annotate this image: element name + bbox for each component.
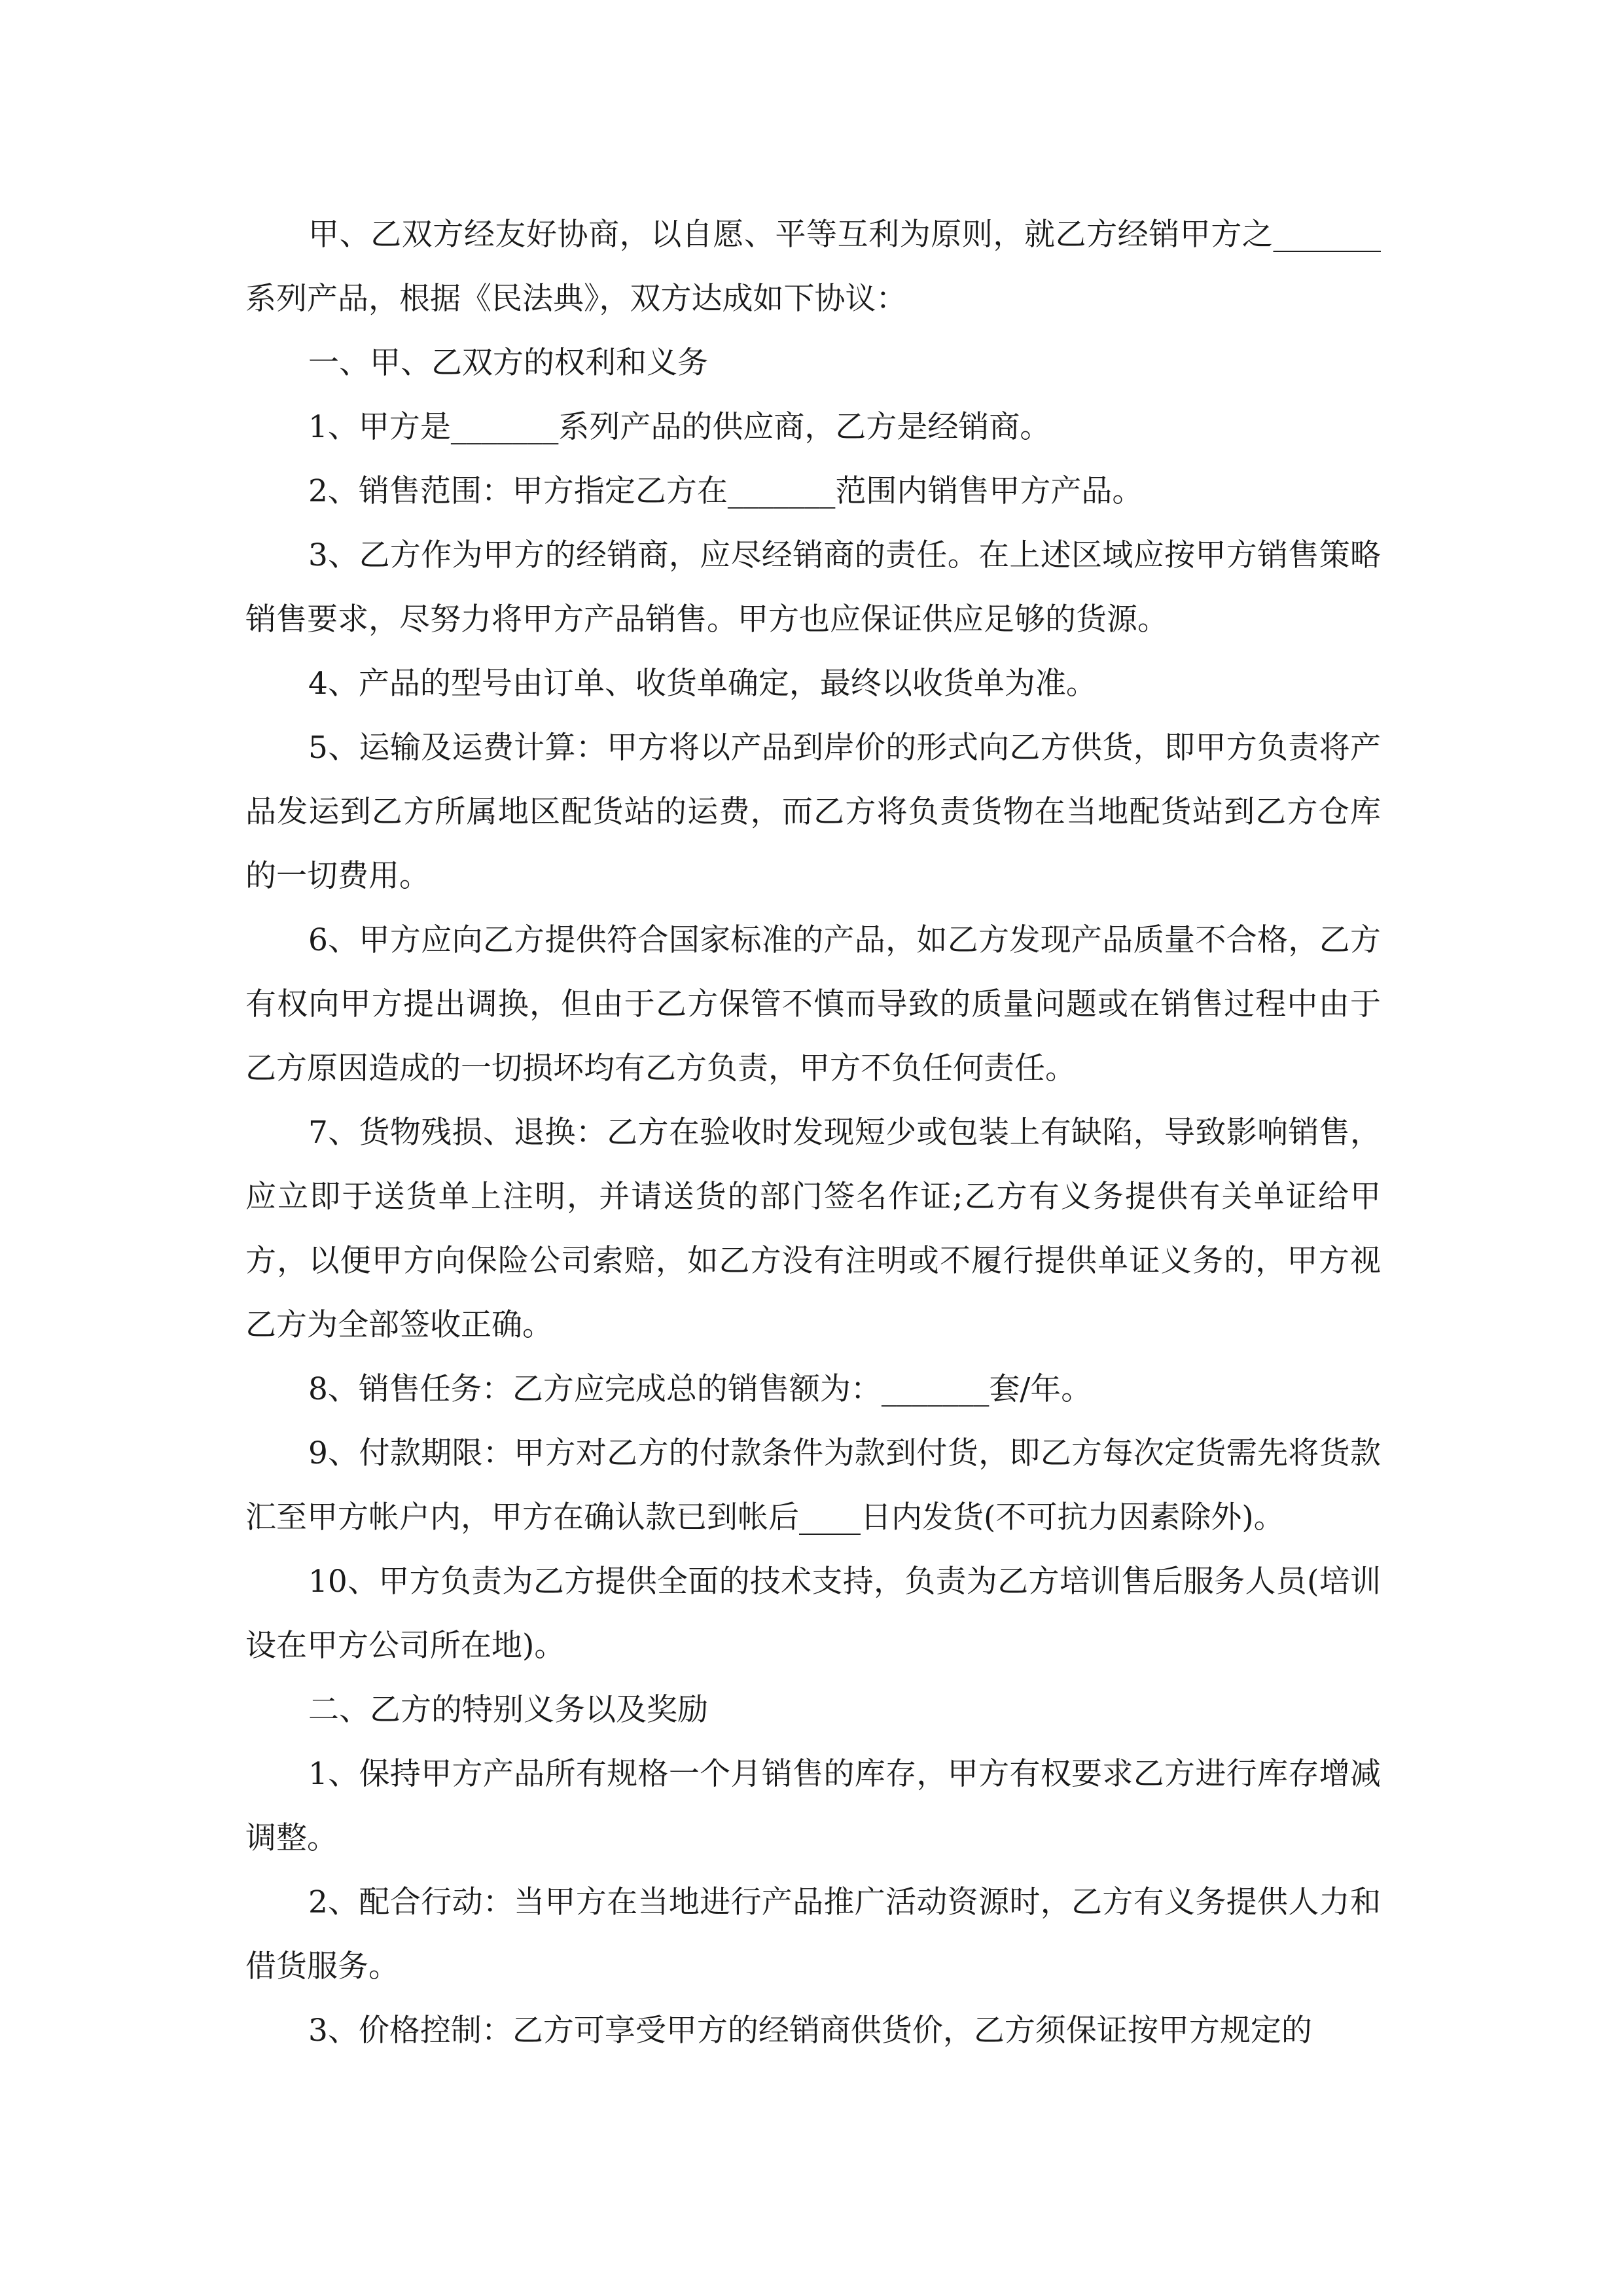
clause-2-1: 1、保持甲方产品所有规格一个月销售的库存，甲方有权要求乙方进行库存增减调整。 [245,1756,1381,1856]
clause-1-9: 9、付款期限：甲方对乙方的付款条件为款到付货，即乙方每次定货需先将货款汇至甲方帐户内，甲方在确认款已到帐后____日内发货(不可抗力因素除外)。 [245,1435,1381,1535]
section-heading-1: 一、甲、乙双方的权利和义务 [308,345,708,381]
clause-1-6: 6、甲方应向乙方提供符合国家标准的产品，如乙方发现产品质量不合格，乙方有权向甲方提出调换，但由于乙方保管不慎而导致的质量问题或在销售过程中由于乙方原因造成的一切损坏均有乙方负责，甲方不负任何责任。 [245,922,1381,1086]
clause-1-3: 3、乙方作为甲方的经销商，应尽经销商的责任。在上述区域应按甲方销售策略销售要求，尽努力将甲方产品销售。甲方也应保证供应足够的货源。 [245,537,1381,637]
clause-1-10: 10、甲方负责为乙方提供全面的技术支持，负责为乙方培训售后服务人员(培训设在甲方公司所在地)。 [245,1564,1381,1664]
clause-1-7: 7、货物残损、退换：乙方在验收时发现短少或包装上有缺陷，导致影响销售，应立即于送货单上注明，并请送货的部门签名作证;乙方有义务提供有关单证给甲方，以便甲方向保险公司索赔，如乙方没有注明或不履行提供单证义务的，甲方视乙方为全部签收正确。 [245,1115,1381,1343]
document-body [245,203,1381,2063]
clause-1-8: 8、销售任务：乙方应完成总的销售额为：_______套/年。 [308,1371,1092,1407]
clause-1-2: 2、销售范围：甲方指定乙方在_______范围内销售甲方产品。 [308,473,1143,509]
section-heading-2: 二、乙方的特别义务以及奖励 [308,1692,708,1728]
intro-paragraph: 甲、乙双方经友好协商，以自愿、平等互利为原则，就乙方经销甲方之_______系列产品，根据《民法典》，双方达成如下协议： [245,217,1381,317]
clause-2-3: 3、价格控制：乙方可享受甲方的经销商供货价，乙方须保证按甲方规定的 [308,2013,1312,2049]
clause-1-5: 5、运输及运费计算：甲方将以产品到岸价的形式向乙方供货，即甲方负责将产品发运到乙方所属地区配货站的运费，而乙方将负责货物在当地配货站到乙方仓库的一切费用。 [245,730,1381,894]
clause-1-1: 1、甲方是_______系列产品的供应商，乙方是经销商。 [308,409,1051,445]
clause-1-4: 4、产品的型号由订单、收货单确定，最终以收货单为准。 [308,666,1097,702]
clause-2-2: 2、配合行动：当甲方在当地进行产品推广活动资源时，乙方有义务提供人力和借货服务。 [245,1884,1381,1984]
